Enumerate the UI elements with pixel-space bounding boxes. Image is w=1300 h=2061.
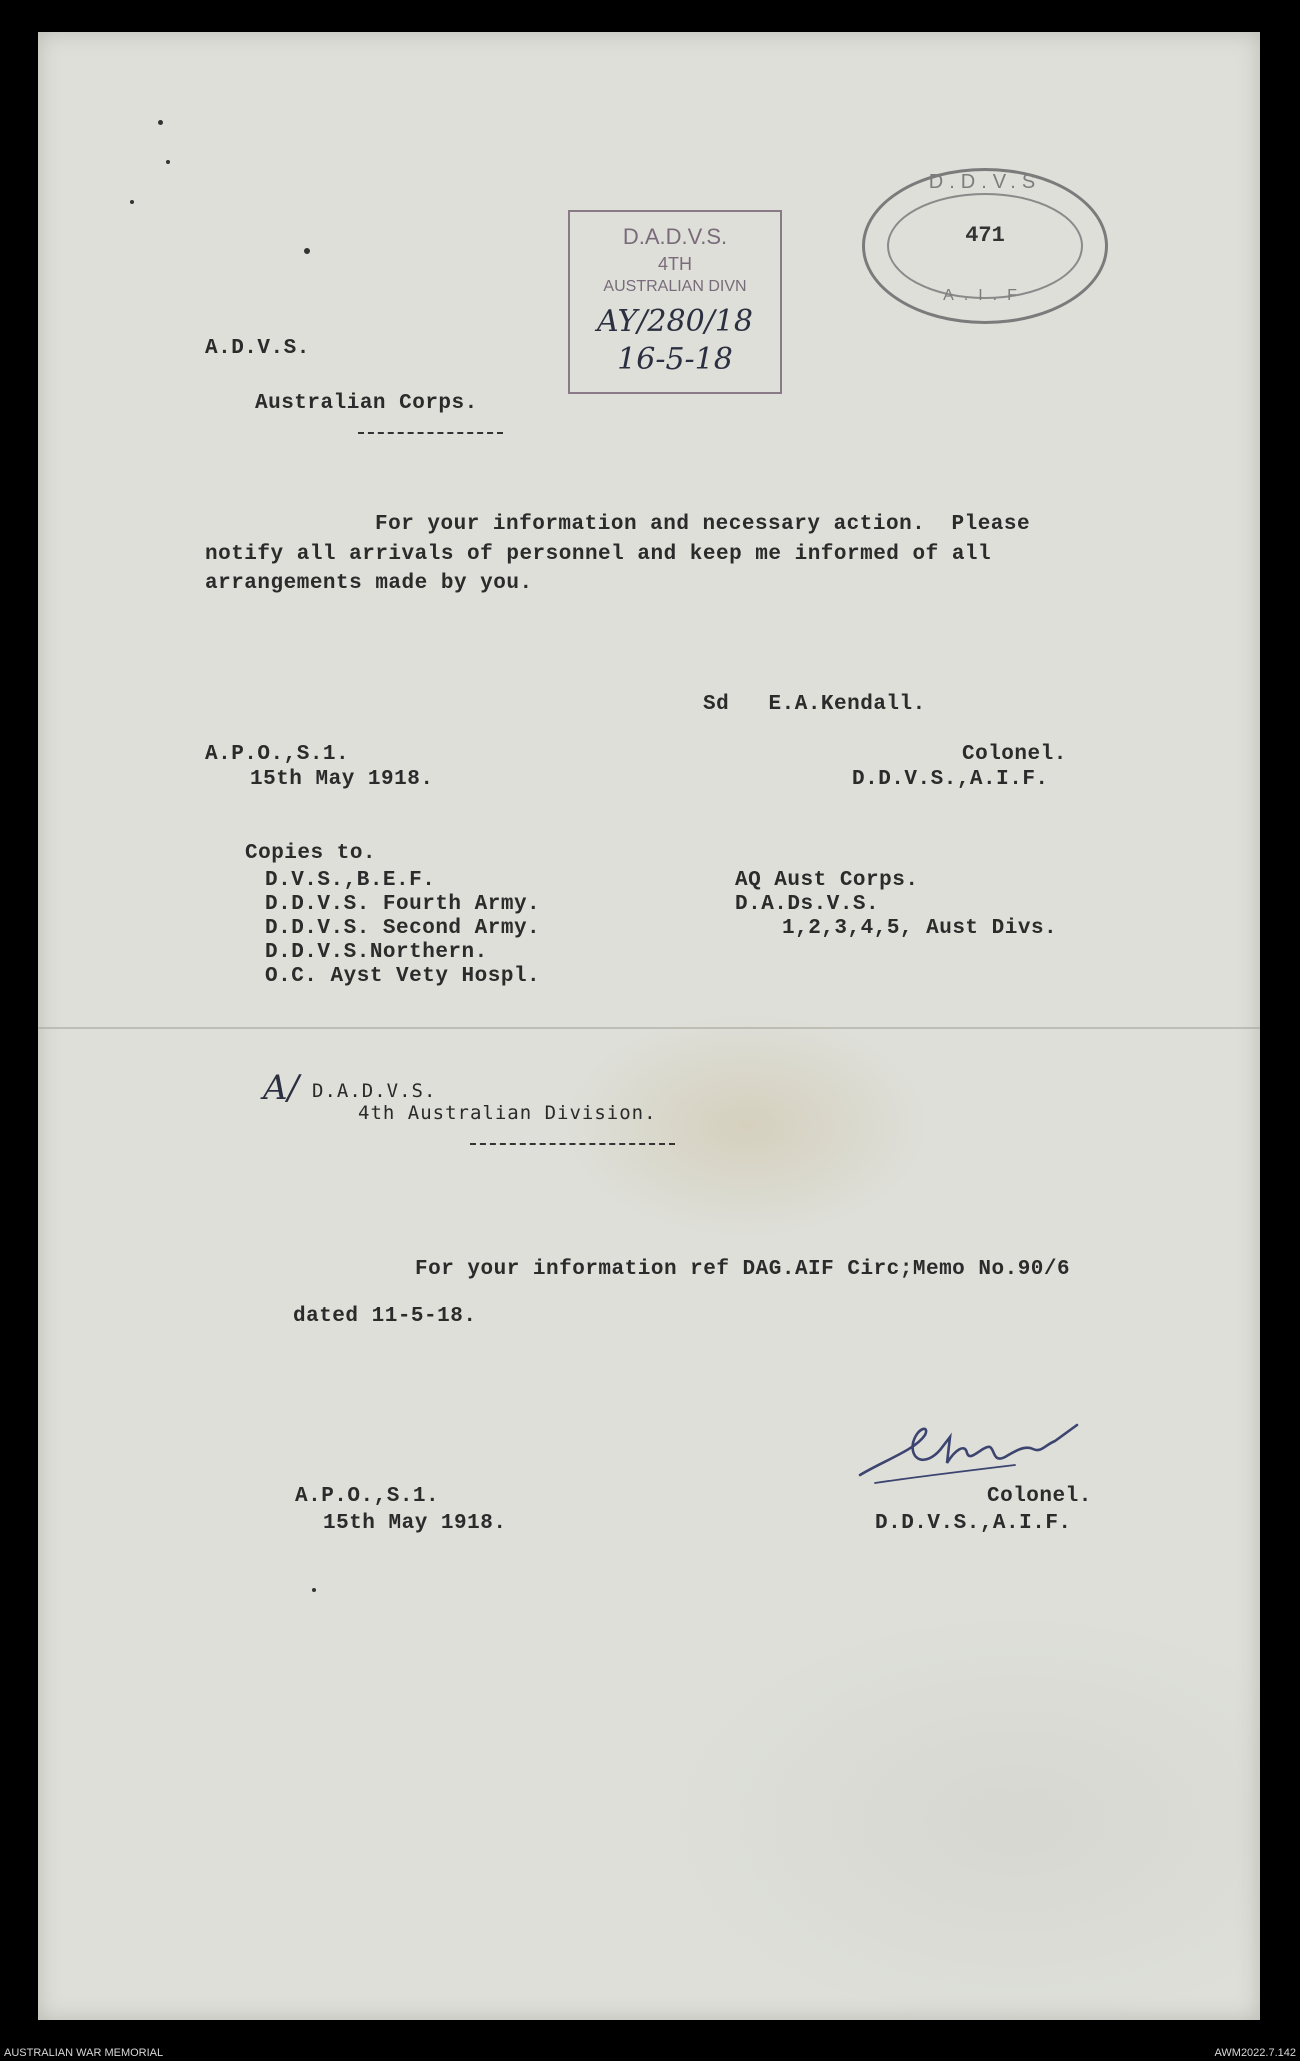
punch-mark (166, 160, 170, 164)
letter2-addressee: D.A.D.V.S. (312, 1080, 437, 1102)
letter1-addressee: A.D.V.S. (205, 337, 310, 360)
stamp-handwritten-date: 16-5-18 (617, 342, 733, 377)
stamp-line-unit: AUSTRALIAN DIVN (603, 278, 747, 295)
letter2-place: A.P.O.,S.1. (295, 1485, 440, 1508)
letter1-body-line: notify all arrivals of personnel and keep me informed of all (205, 543, 992, 566)
copies-right-item: D.A.Ds.V.S. (735, 893, 880, 916)
letter2-addressee-org: 4th Australian Division. (358, 1102, 657, 1124)
letter1-body-line: arrangements made by you. (205, 572, 533, 595)
letter1-addressee-org: Australian Corps. (255, 392, 478, 415)
copies-left-item: D.V.S.,B.E.F. (265, 869, 436, 892)
copies-left-item: O.C. Ayst Vety Hospl. (265, 965, 541, 988)
punch-mark (312, 1588, 316, 1592)
kendall-signature (855, 1405, 1085, 1495)
punch-mark (304, 248, 310, 254)
copies-left-item: D.D.V.S. Fourth Army. (265, 893, 541, 916)
stamp-oval-number: 471 (965, 223, 1005, 248)
copies-right-item: 1,2,3,4,5, Aust Divs. (782, 917, 1058, 940)
letter2-body-line: dated 11-5-18. (293, 1305, 477, 1328)
paper-fold (38, 1027, 1260, 1029)
letter1-signed: Sd E.A.Kendall. (703, 693, 926, 716)
letter1-place: A.P.O.,S.1. (205, 743, 350, 766)
copies-heading: Copies to. (245, 842, 377, 865)
footer-accession: AWM2022.7.142 (1214, 2047, 1296, 2059)
punch-mark (158, 120, 163, 125)
punch-mark (130, 200, 134, 204)
letter1-date: 15th May 1918. (250, 768, 434, 791)
letter2-date: 15th May 1918. (323, 1512, 507, 1535)
letter2-body-line: For your information ref DAG.AIF Circ;Memo No.90/6 (415, 1258, 1071, 1281)
ddvs-oval-stamp (862, 168, 1108, 324)
letter2-title: D.D.V.S.,A.I.F. (875, 1512, 1072, 1535)
copies-left-item: D.D.V.S. Second Army. (265, 917, 541, 940)
stamp-line-division: 4TH (657, 254, 692, 274)
stamp-line-title: D.A.D.V.S. (622, 224, 728, 249)
underline-rule (470, 1143, 675, 1145)
copies-left-item: D.D.V.S.Northern. (265, 941, 488, 964)
letter1-rank: Colonel. (962, 743, 1067, 766)
letter1-body-line: For your information and necessary action. Please (375, 513, 1031, 536)
copies-right-item: AQ Aust Corps. (735, 869, 919, 892)
dadvs-received-stamp (568, 210, 782, 394)
handwritten-annotation: A/ (263, 1068, 300, 1108)
letter1-title: D.D.V.S.,A.I.F. (852, 768, 1049, 791)
underline-rule (358, 432, 503, 434)
stamp-oval-bottom: A.I.F (943, 287, 1027, 304)
footer-credit: AUSTRALIAN WAR MEMORIAL (4, 2047, 164, 2059)
stamp-handwritten-ref: AY/280/18 (597, 304, 753, 339)
stamp-oval-top: D.D.V.S (928, 171, 1042, 193)
letter2-rank: Colonel. (987, 1485, 1092, 1508)
